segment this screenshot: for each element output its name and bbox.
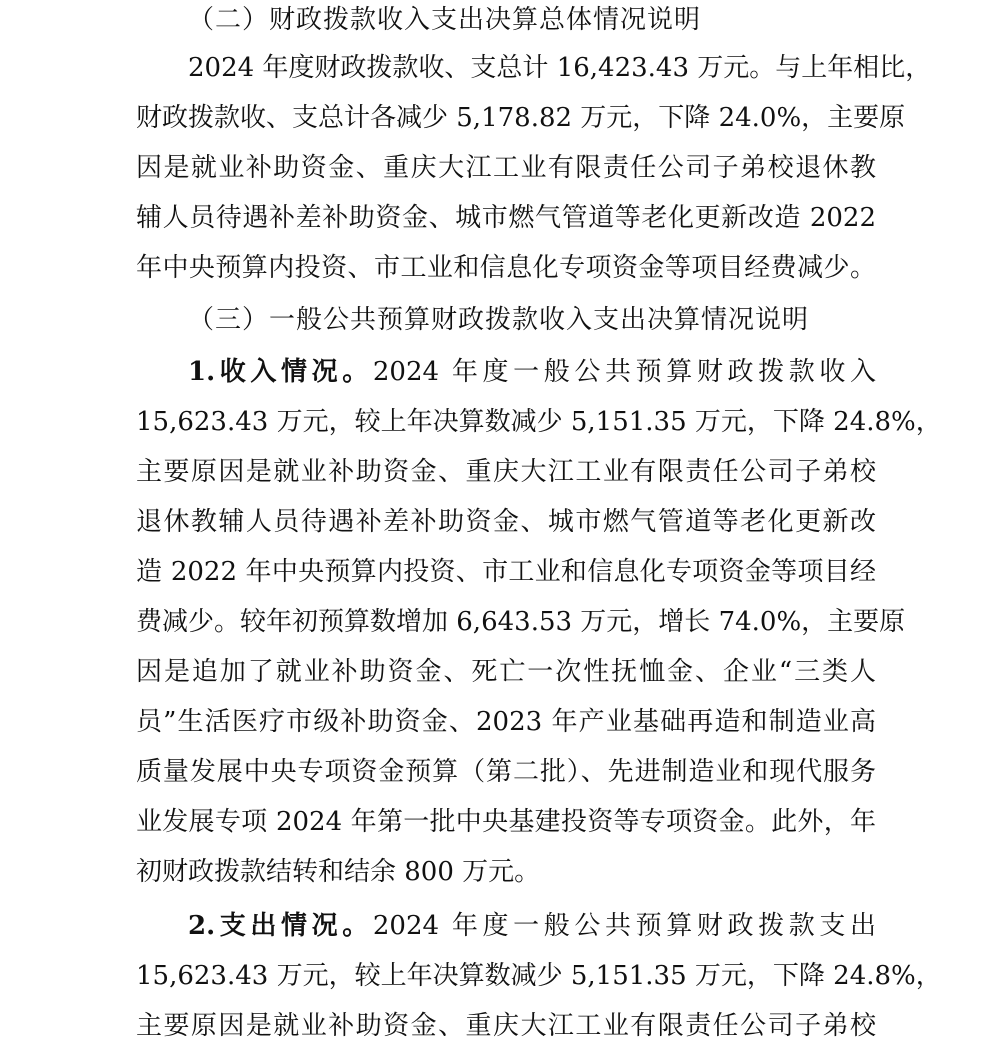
paragraph-line: 主要原因是就业补助资金、重庆大江工业有限责任公司子弟校 <box>136 1011 876 1041</box>
paragraph-line: 因是追加了就业补助资金、死亡一次性抚恤金、企业“三类人 <box>136 657 876 687</box>
paragraph-line: 2024 年度财政拨款收、支总计 16,423.43 万元。与上年相比， <box>188 53 932 83</box>
income-label: 1.收入情况。 <box>188 357 373 387</box>
expenditure-first-line <box>136 906 876 946</box>
paragraph-line: 主要原因是就业补助资金、重庆大江工业有限责任公司子弟校 <box>136 457 876 487</box>
paragraph-line: 业发展专项 2024 年第一批中央基建投资等专项资金。此外，年 <box>136 807 876 837</box>
paragraph-line: 初财政拨款结转和结余 800 万元。 <box>136 857 541 887</box>
paragraph-line: 质量发展中央专项资金预算（第二批）、先进制造业和现代服务 <box>136 757 876 787</box>
income-first-line-text: 2024 年度一般公共预算财政拨款收入 <box>372 357 876 387</box>
paragraph-line: 费减少。较年初预算数增加 6,643.53 万元，增长 74.0%，主要原 <box>136 607 906 637</box>
paragraph-line: 15,623.43 万元，较上年决算数减少 5,151.35 万元，下降 24.8%， <box>136 961 942 991</box>
expenditure-label: 2.支出情况。 <box>188 911 373 941</box>
paragraph-line: 退休教辅人员待遇补差补助资金、城市燃气管道等老化更新改 <box>136 507 876 537</box>
paragraph-line: 财政拨款收、支总计各减少 5,178.82 万元，下降 24.0%，主要原 <box>136 103 906 133</box>
paragraph-line: 辅人员待遇补差补助资金、城市燃气管道等老化更新改造 2022 <box>136 203 876 233</box>
paragraph-line: 员”生活医疗市级补助资金、2023 年产业基础再造和制造业高 <box>136 707 876 737</box>
paragraph-line: 造 2022 年中央预算内投资、市工业和信息化专项资金等项目经 <box>136 557 876 587</box>
income-first-line <box>136 352 876 392</box>
expenditure-first-line-text: 2024 年度一般公共预算财政拨款支出 <box>372 911 876 941</box>
section-heading-2: （二）财政拨款收入支出决算总体情况说明 <box>188 5 702 35</box>
section-heading-3: （三）一般公共预算财政拨款收入支出决算情况说明 <box>188 305 810 335</box>
paragraph-line: 因是就业补助资金、重庆大江工业有限责任公司子弟校退休教 <box>136 153 876 183</box>
paragraph-line: 15,623.43 万元，较上年决算数减少 5,151.35 万元，下降 24.8%， <box>136 407 942 437</box>
paragraph-line: 年中央预算内投资、市工业和信息化专项资金等项目经费减少。 <box>136 253 876 283</box>
